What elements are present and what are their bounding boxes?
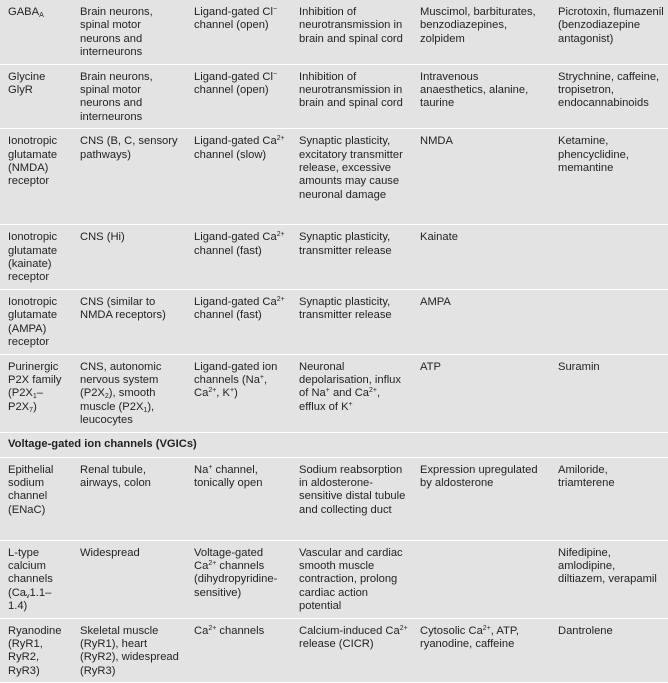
cell-agonists xyxy=(412,540,550,618)
cell-function: Vascular and cardiac smooth muscle contraction, prolong cardiac action potential xyxy=(291,540,412,618)
table-row xyxy=(0,457,668,540)
cell-antagonists: Strychnine, caffeine, tropisetron, endocannabinoids xyxy=(550,64,668,129)
table-row xyxy=(0,0,668,64)
cell-function: Synaptic plasticity, transmitter release xyxy=(291,225,412,290)
cell-antagonists: Ketamine, phencyclidine, memantine xyxy=(550,129,668,225)
table-row xyxy=(0,618,668,683)
section-header: Voltage-gated ion channels (VGICs) xyxy=(0,432,668,457)
cell-receptor: Purinergic P2X family $(P2X_1-P2X_7)$ xyxy=(0,354,72,432)
cell-channel-type: Ligand-gated Cl− channel (open) xyxy=(186,64,291,129)
cell-location: Brain neurons, spinal motor neurons and interneurons xyxy=(72,0,186,64)
cell-function: Sodium reabsorption in aldosterone-sensitive distal tubule and collecting duct xyxy=(291,457,412,540)
cell-function: Synaptic plasticity, excitatory transmitter release, excessive amounts may cause neuronal damage xyxy=(291,129,412,225)
cell-antagonists xyxy=(550,289,668,354)
cell-receptor: Ionotropic glutamate (NMDA) receptor xyxy=(0,129,72,225)
cell-channel-type: $Ca^{2+}$ channels xyxy=(186,618,291,683)
cell-receptor: Ionotropic glutamate (AMPA) receptor xyxy=(0,289,72,354)
cell-agonists: Kainate xyxy=(412,225,550,290)
cell-location: CNS (similar to NMDA receptors) xyxy=(72,289,186,354)
cell-channel-type: Ligand-gated $Ca^{2+}$ channel (fast) xyxy=(186,225,291,290)
cell-function: Inhibition of neurotransmission in brain and spinal cord xyxy=(291,64,412,129)
section-header-row xyxy=(0,432,668,457)
cell-agonists: ATP xyxy=(412,354,550,432)
cell-channel-type: Ligand-gated Cl− channel (open) xyxy=(186,0,291,64)
table-row xyxy=(0,540,668,618)
cell-agonists: Cytosolic $Ca^{2+}$, ATP, ryanodine, caffeine xyxy=(412,618,550,683)
cell-channel-type: Ligand-gated ion channels (Na+, $Ca^{2+}$, K+) xyxy=(186,354,291,432)
table-row xyxy=(0,64,668,129)
cell-receptor: L-type calcium channels $(Ca_v1.1-1.4)$ xyxy=(0,540,72,618)
cell-location: Skeletal muscle (RyR1), heart (RyR2), widespread (RyR3) xyxy=(72,618,186,683)
cell-antagonists: Suramin xyxy=(550,354,668,432)
cell-function: Calcium-induced $Ca^{2+}$ release (CICR) xyxy=(291,618,412,683)
cell-agonists: Intravenous anaesthetics, alanine, taurine xyxy=(412,64,550,129)
cell-function: Neuronal depolarisation, influx of Na+ and $Ca^{2+}$, efflux of K+ xyxy=(291,354,412,432)
cell-antagonists: Dantrolene xyxy=(550,618,668,683)
cell-receptor: Epithelial sodium channel (ENaC) xyxy=(0,457,72,540)
cell-receptor: Ryanodine (RyR1, RyR2, RyR3) xyxy=(0,618,72,683)
cell-channel-type: Ligand-gated $Ca^{2+}$ channel (fast) xyxy=(186,289,291,354)
cell-channel-type: Na+ channel, tonically open xyxy=(186,457,291,540)
cell-antagonists: Picrotoxin, flumazenil (benzodiazepine antagonist) xyxy=(550,0,668,64)
cell-channel-type: Ligand-gated $Ca^{2+}$ channel (slow) xyxy=(186,129,291,225)
cell-receptor: $GABA_A$ xyxy=(0,0,72,64)
cell-channel-type: Voltage-gated $Ca^{2+}$ channels (dihydropyridine-sensitive) xyxy=(186,540,291,618)
table-row xyxy=(0,289,668,354)
cell-receptor: Ionotropic glutamate (kainate) receptor xyxy=(0,225,72,290)
table-row xyxy=(0,129,668,225)
cell-location: Brain neurons, spinal motor neurons and interneurons xyxy=(72,64,186,129)
table-row xyxy=(0,225,668,290)
cell-location: CNS (B, C, sensory pathways) xyxy=(72,129,186,225)
cell-agonists: NMDA xyxy=(412,129,550,225)
cell-antagonists xyxy=(550,225,668,290)
cell-location: Widespread xyxy=(72,540,186,618)
cell-location: CNS, autonomic nervous system $(P2X_2)$, smooth muscle $(P2X_1)$, leucocytes xyxy=(72,354,186,432)
cell-receptor: Glycine GlyR xyxy=(0,64,72,129)
cell-location: Renal tubule, airways, colon xyxy=(72,457,186,540)
cell-agonists: Expression upregulated by aldosterone xyxy=(412,457,550,540)
cell-function: Synaptic plasticity, transmitter release xyxy=(291,289,412,354)
table-row xyxy=(0,354,668,432)
cell-function: Inhibition of neurotransmission in brain and spinal cord xyxy=(291,0,412,64)
cell-antagonists: Amiloride, triamterene xyxy=(550,457,668,540)
cell-antagonists: Nifedipine, amlodipine, diltiazem, verapamil xyxy=(550,540,668,618)
cell-agonists: AMPA xyxy=(412,289,550,354)
cell-agonists: Muscimol, barbiturates, benzodiazepines, zolpidem xyxy=(412,0,550,64)
cell-location: CNS (Hi) xyxy=(72,225,186,290)
